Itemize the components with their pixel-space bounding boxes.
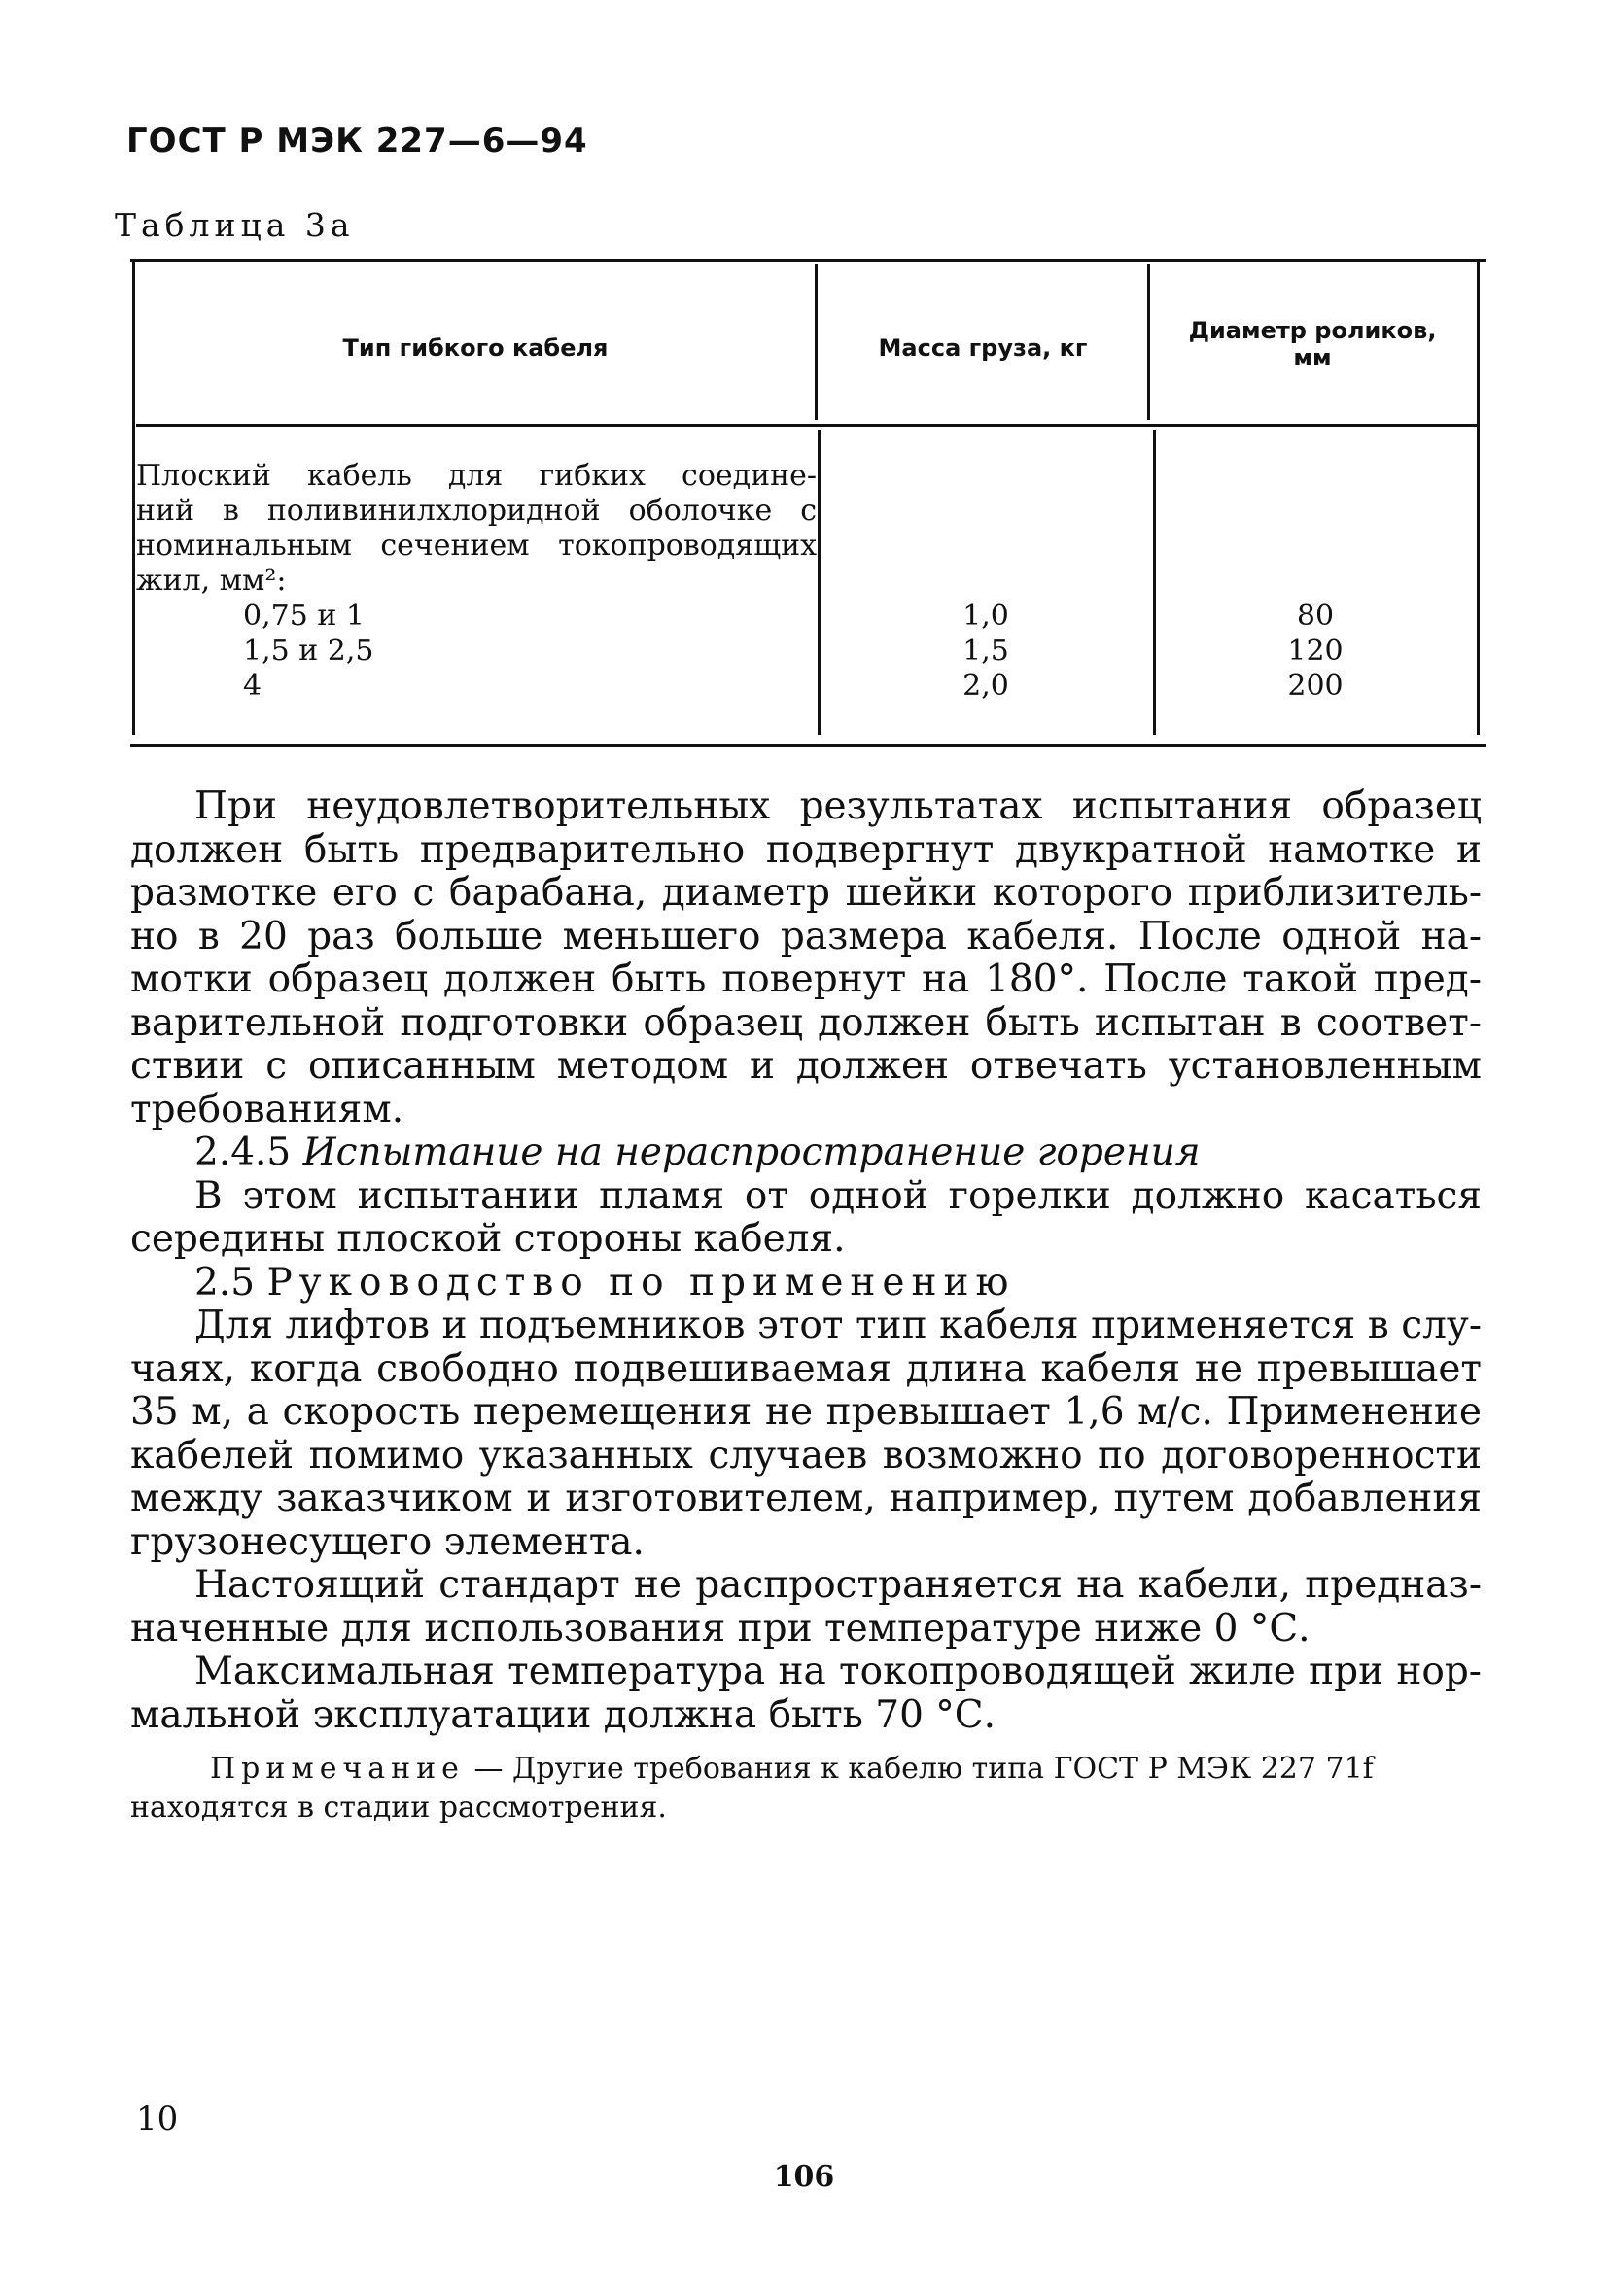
note-line-1 — [130, 1750, 1482, 1789]
mass-value: 1,5 — [962, 634, 1009, 668]
mass-value: 1,0 — [962, 599, 1009, 633]
text-line: кабелей помимо указанных случаев возможно по договоренности — [130, 1433, 1482, 1478]
text-line: наченные для использования при температуре ниже 0 °С. — [130, 1606, 1311, 1651]
text-line: варительной подготовки образец должен быть испытан в соответ- — [130, 1000, 1482, 1045]
cross-section-value: 1,5 и 2,5 — [243, 634, 374, 668]
paragraph-flame-test — [130, 1175, 1482, 1262]
text-line: требованиям. — [130, 1087, 404, 1131]
table-column-diameter — [1153, 599, 1478, 704]
cross-section-value: 4 — [243, 669, 262, 703]
cable-description-line: Плоский кабель для гибких соедине- — [136, 459, 817, 493]
column-header-mass: Масса груза, кг — [878, 334, 1088, 362]
cross-section-value: 0,75 и 1 — [243, 599, 365, 633]
table-top-rule — [130, 259, 1486, 262]
text-line: Для лифтов и подъемников этот тип кабеля применяется в слу- — [194, 1304, 1482, 1347]
note-label: Примечание — [210, 1752, 465, 1786]
cable-description-line: ний в поливинилхлоридной оболочке с — [136, 494, 817, 528]
table-header-rule — [136, 424, 1480, 427]
page-number: 106 — [773, 2160, 835, 2194]
text-line: ствии с описанным методом и должен отвечать установленным — [130, 1044, 1482, 1088]
text-line: В этом испытании пламя от одной горелки должно касаться — [194, 1173, 1482, 1218]
text-line: 35 м, а скорость перемещения не превышает 1,6 м/с. Применение — [130, 1390, 1482, 1434]
paragraph-temperature-scope — [130, 1564, 1482, 1651]
note-block — [130, 1750, 1482, 1827]
section-heading-2-4-5 — [130, 1131, 1482, 1175]
text-line: мальной эксплуатации должна быть 70 °С. — [130, 1692, 996, 1737]
cable-description-line: жил, мм²: — [136, 564, 287, 598]
section-heading-2-5 — [130, 1262, 1482, 1305]
paragraph-max-temperature — [130, 1651, 1482, 1737]
table-column-mass — [819, 599, 1153, 704]
paragraph-retest — [130, 785, 1482, 1131]
text-line: мотки образец должен быть повернут на 180°. После такой пред- — [130, 957, 1482, 1001]
document-code-header: ГОСТ Р МЭК 227—6—94 — [126, 122, 588, 160]
table-caption: Таблица 3а — [115, 206, 355, 244]
diameter-value: 80 — [1296, 599, 1335, 633]
text-line: середины плоской стороны кабеля. — [130, 1217, 846, 1261]
table-divider-2 — [1147, 264, 1150, 420]
note-line-2: находятся в стадии рассмотрения. — [130, 1791, 667, 1825]
table-left-border — [132, 261, 135, 735]
note-text: — Другие требования к кабелю типа ГОСТ Р МЭК 227 71f — [464, 1752, 1374, 1786]
table-divider-1 — [815, 264, 818, 420]
column-header-diameter: Диаметр роликов, мм — [1188, 317, 1437, 371]
section-number: 2.5 — [194, 1260, 256, 1305]
section-number: 2.4.5 — [194, 1131, 292, 1174]
text-line: грузонесущего элемента. — [130, 1519, 645, 1564]
text-line: должен быть предварительно подвергнут двукратной намотке и — [130, 827, 1482, 872]
section-title: Руководство по применению — [266, 1260, 1016, 1305]
footer-sheet-number: 10 — [136, 2100, 179, 2139]
diameter-value: 120 — [1287, 634, 1344, 668]
text-line: При неудовлетворительных результатах испытания образец — [194, 784, 1482, 828]
cable-description-line: номинальным сечением токопроводящих — [136, 529, 817, 563]
column-header-cable-type: Тип гибкого кабеля — [342, 334, 609, 362]
text-line: между заказчиком и изготовителем, например, путем добавления — [130, 1477, 1482, 1520]
diameter-value: 200 — [1287, 669, 1344, 703]
paragraph-application — [130, 1305, 1482, 1564]
main-text — [130, 785, 1482, 1737]
section-title: Испытание на нераспространение горения — [302, 1131, 1201, 1174]
text-line: но в 20 раз больше меньшего размера кабеля. После одной на- — [130, 914, 1482, 958]
text-line: чаях, когда свободно подвешиваемая длина кабеля не превышает — [130, 1346, 1482, 1391]
text-line: Настоящий стандарт не распространяется на кабели, предназ- — [194, 1563, 1482, 1607]
table-bottom-rule — [130, 744, 1486, 747]
text-line: размотке его с барабана, диаметр шейки которого приблизитель- — [130, 871, 1482, 915]
text-line: Максимальная температура на токопроводящей жиле при нор- — [194, 1650, 1482, 1693]
table-cell-cable-description — [136, 459, 817, 704]
mass-value: 2,0 — [962, 669, 1009, 703]
